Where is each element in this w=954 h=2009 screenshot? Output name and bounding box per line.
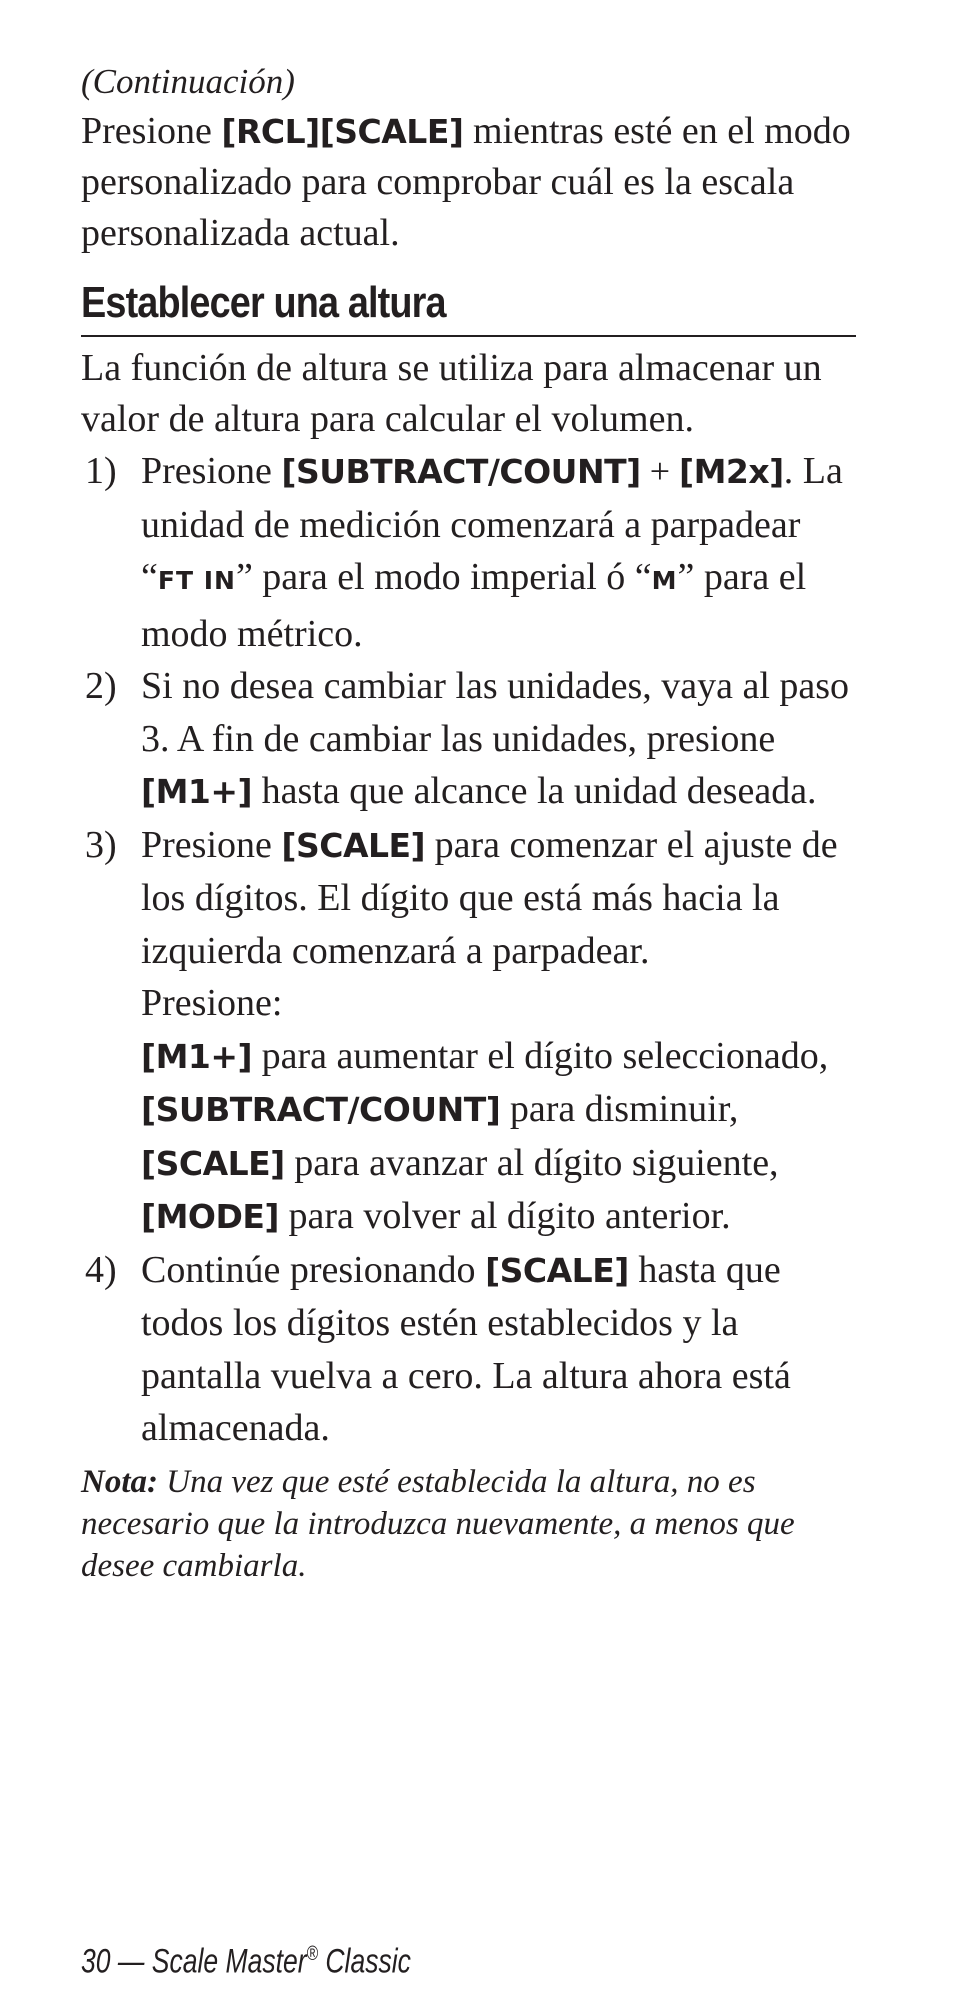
step-number: 1): [85, 450, 117, 492]
page-number: 30: [81, 1942, 111, 1981]
key-subtract-count: [SUBTRACT/COUNT]: [141, 1090, 501, 1129]
intro-text-2: mientras esté en el modo personalizado para comprobar cuál es la escala personalizada actual.: [81, 110, 851, 254]
action-text: para aumentar el dígito seleccionado,: [252, 1034, 829, 1077]
step-text: para comenzar el ajuste de los dígitos. El dígito que está más hacia la izquierda comenzará a parpadear.: [141, 823, 838, 972]
registered-mark: ®: [306, 1943, 319, 1965]
display-m: M: [651, 566, 678, 595]
step-1: [81, 445, 856, 660]
footer-dash: —: [110, 1942, 152, 1981]
action-text: para disminuir,: [500, 1088, 739, 1130]
step-text: Presione: [141, 823, 282, 866]
action-line: [141, 1190, 856, 1244]
display-ft-in: FT IN: [157, 566, 236, 595]
note: [81, 1461, 856, 1587]
step-text: hasta que todos los dígitos estén establecidos y la pantalla vuelva a cero. La altura ahora está almacenada.: [141, 1248, 791, 1449]
action-line: [141, 1137, 856, 1191]
step-text: ” para el modo métrico.: [141, 556, 807, 655]
action-text: para avanzar al dígito siguiente,: [284, 1141, 779, 1184]
step-text: hasta que alcance la unidad deseada.: [252, 770, 817, 812]
step-text: Si no desea cambiar las unidades, vaya al paso 3. A fin de cambiar las unidades, presione: [141, 665, 850, 760]
page-content: [81, 58, 856, 1620]
step-text: Presione: [141, 450, 282, 492]
step-text: Continúe presionando: [141, 1248, 486, 1291]
key-m1-plus: [M1+]: [141, 1036, 253, 1076]
action-line: [141, 1030, 856, 1084]
step-4: [81, 1244, 856, 1455]
step-number: 3): [85, 823, 117, 866]
action-text: para volver al dígito anterior.: [279, 1195, 731, 1237]
key-scale: [SCALE]: [485, 1250, 629, 1290]
key-m1-plus: [M1+]: [141, 772, 253, 811]
note-label: Nota:: [81, 1463, 158, 1500]
product-name: Scale Master: [151, 1942, 307, 1981]
key-scale: [SCALE]: [281, 825, 426, 865]
action-line: [141, 1083, 856, 1137]
step-text: . La unidad de medición comenzará a parpadear “: [141, 450, 843, 598]
step-number: 2): [85, 665, 117, 707]
key-rcl-scale: [RCL][SCALE]: [221, 112, 464, 151]
steps-list: [81, 445, 856, 1455]
key-m2x: [M2x]: [679, 452, 784, 491]
plus-sign: +: [640, 451, 680, 491]
heading-divider: [81, 335, 856, 337]
intro-text-1: Presione: [81, 110, 222, 152]
press-label: Presione:: [141, 982, 283, 1024]
step-text: ” para el modo imperial ó “: [235, 556, 652, 598]
intro-paragraph: [81, 106, 856, 259]
step-3: [81, 819, 856, 1244]
step-2: [81, 660, 856, 819]
section-intro: La función de altura se utiliza para almacenar un valor de altura para calcular el volumen.: [81, 347, 822, 440]
section-heading: Establecer una altura: [81, 278, 446, 327]
key-scale: [SCALE]: [141, 1143, 285, 1183]
step-number: 4): [85, 1248, 117, 1291]
page-footer: [81, 1932, 411, 1983]
key-subtract-count: [SUBTRACT/COUNT]: [281, 452, 641, 491]
key-mode: [MODE]: [141, 1197, 279, 1236]
product-edition: Classic: [318, 1942, 411, 1981]
continuation-label: (Continuación): [81, 62, 295, 101]
note-text: Una vez que esté establecida la altura, no es necesario que la introduzca nuevamente, a menos que desee cambiarla.: [81, 1463, 795, 1584]
